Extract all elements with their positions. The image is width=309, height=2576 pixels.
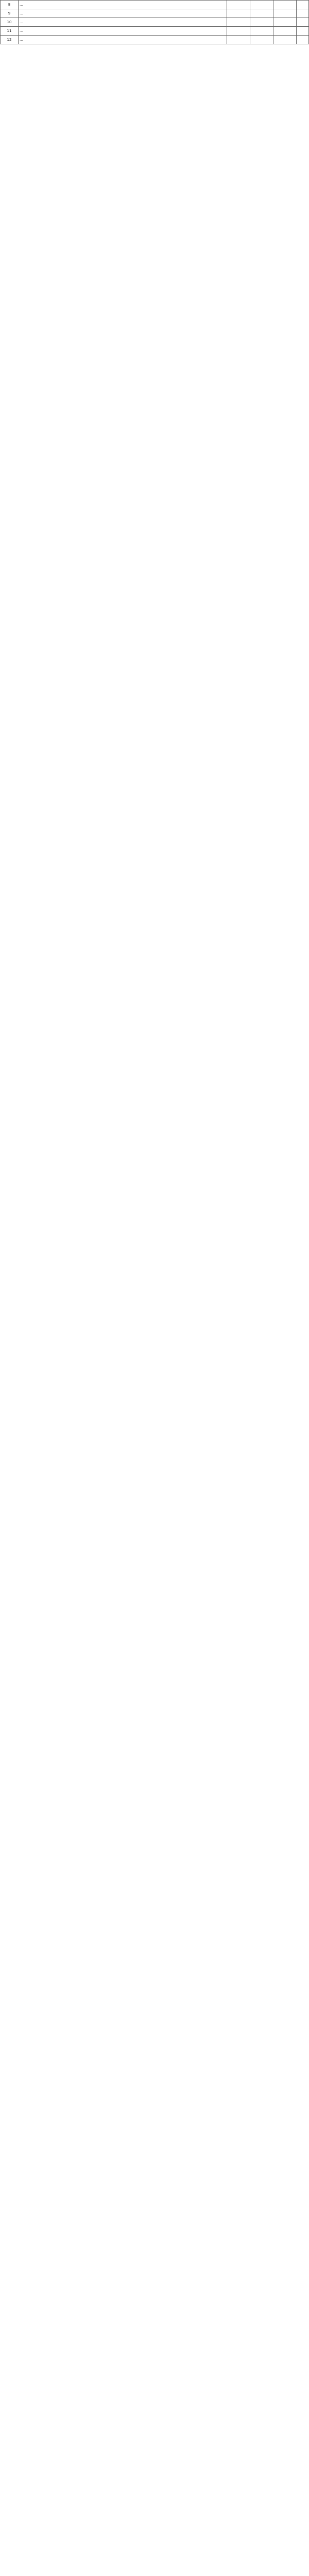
cell-n1 — [227, 36, 250, 44]
cell-n3 — [273, 18, 297, 27]
cell-amt — [297, 1, 309, 9]
cell-code: 8 — [1, 1, 19, 9]
cell-n2 — [250, 18, 273, 27]
cell-name: … — [19, 27, 227, 36]
cell-amt — [297, 36, 309, 44]
cell-code: 10 — [1, 18, 19, 27]
cell-amt — [297, 18, 309, 27]
cell-n3 — [273, 1, 297, 9]
table-row — [1, 9, 309, 18]
cell-code: 12 — [1, 36, 19, 44]
cell-n2 — [250, 9, 273, 18]
table-row — [1, 27, 309, 36]
cell-code: 11 — [1, 27, 19, 36]
cell-n1 — [227, 27, 250, 36]
cell-n3 — [273, 36, 297, 44]
cell-amt — [297, 9, 309, 18]
cell-amt — [297, 27, 309, 36]
table-row — [1, 18, 309, 27]
cell-n1 — [227, 1, 250, 9]
table-body — [1, 1, 309, 44]
cell-n1 — [227, 9, 250, 18]
data-table — [0, 0, 309, 44]
cell-n2 — [250, 1, 273, 9]
cell-name: … — [19, 1, 227, 9]
cell-code: 9 — [1, 9, 19, 18]
cell-name: … — [19, 9, 227, 18]
cell-n2 — [250, 36, 273, 44]
cell-name: … — [19, 18, 227, 27]
table-row — [1, 1, 309, 9]
cell-name: … — [19, 36, 227, 44]
cell-n3 — [273, 9, 297, 18]
table-row — [1, 36, 309, 44]
cell-n2 — [250, 27, 273, 36]
cell-n1 — [227, 18, 250, 27]
cell-n3 — [273, 27, 297, 36]
